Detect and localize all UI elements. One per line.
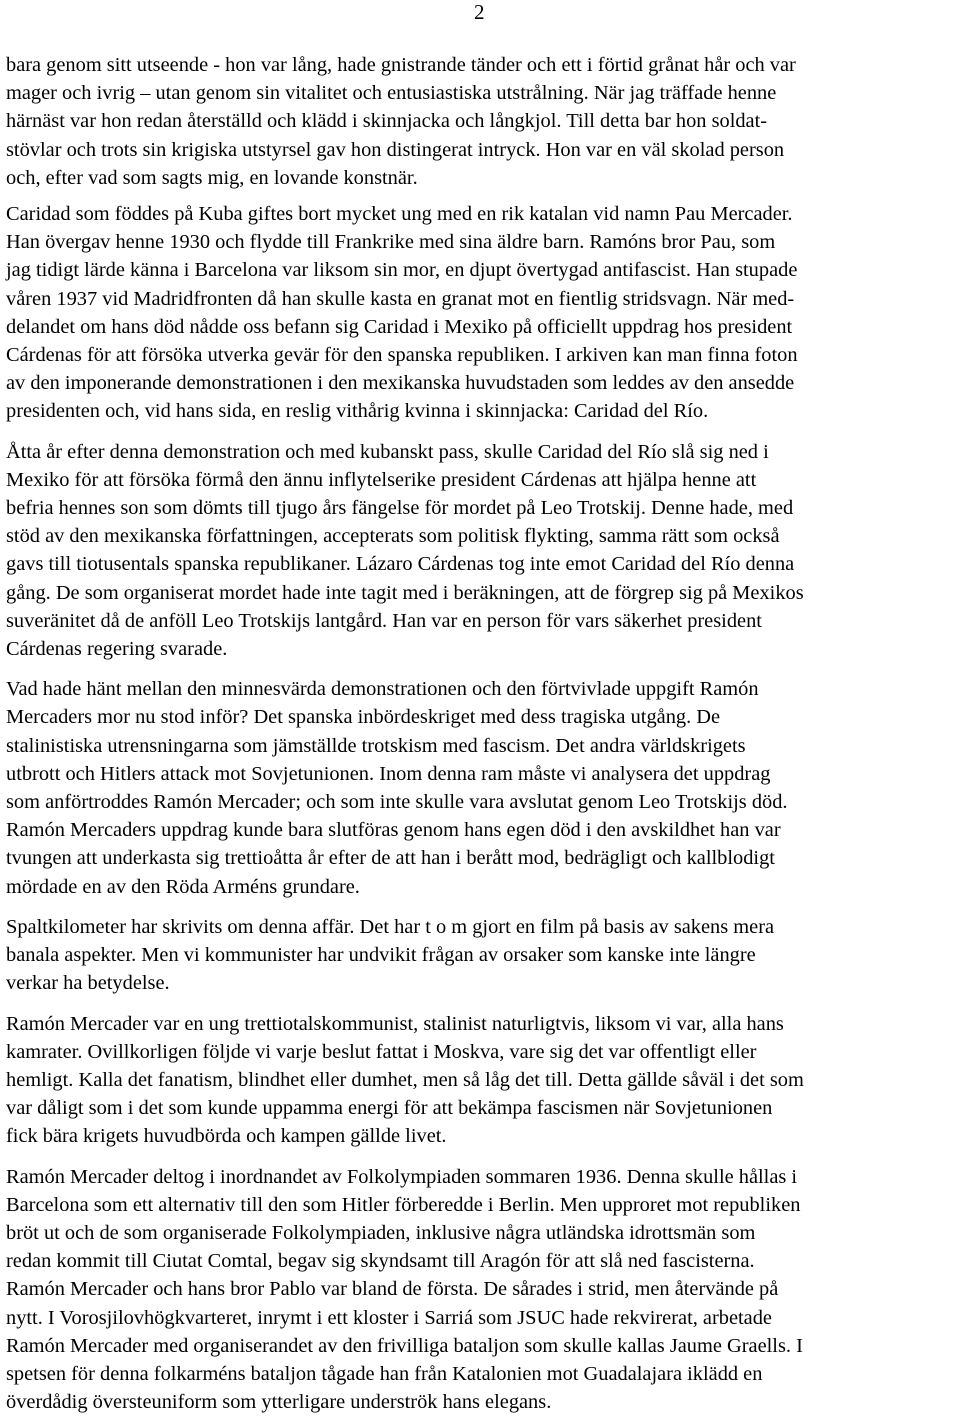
text-line: Ramón Mercaders uppdrag kunde bara slutföras genom hans egen död i den avskildhet han var [6, 819, 781, 842]
text-line: gång. De som organiserat mordet hade inte tagit med i beräkningen, att de förgrep sig på Mexikos [6, 581, 804, 604]
text-line: tvungen att underkasta sig trettioåtta år efter de att han i berått mod, bedrägligt och kallblodigt [6, 847, 775, 870]
page-number: 2 [474, 0, 485, 24]
text-line: jag tidigt lärde känna i Barcelona var liksom sin mor, en djupt övertygad antifascist. Han stupade [6, 259, 798, 282]
text-line: Ramón Mercader med organiserandet av den frivilliga bataljon som skulle kallas Jaume Graells. I [6, 1334, 803, 1357]
paragraph-1 [6, 51, 956, 192]
text-line: Ramón Mercader och hans bror Pablo var bland de första. De sårades i strid, men återvände på [6, 1278, 779, 1301]
text-line: hemligt. Kalla det fanatism, blindhet eller dumhet, men så låg det till. Detta gällde såväl i det som [6, 1068, 804, 1091]
text-line: Han övergav henne 1930 och flydde till Frankrike med sina äldre barn. Ramóns bror Pau, som [6, 231, 776, 254]
text-line: var dåligt som i det som kunde uppamma energi för att bekämpa fascismen när Sovjetunionen [6, 1097, 773, 1120]
text-line: och, efter vad som sagts mig, en lovande konstnär. [6, 166, 418, 189]
text-line: verkar ha betydelse. [6, 972, 170, 995]
text-line: våren 1937 vid Madridfronten då han skulle kasta en granat mot en fientlig stridsvagn. När med- [6, 287, 795, 310]
text-line: Vad hade hänt mellan den minnesvärda demonstrationen och den förtvivlade uppgift Ramón [6, 678, 759, 701]
text-line: Åtta år efter denna demonstration och med kubanskt pass, skulle Caridad del Río slå sig ned i [6, 440, 769, 463]
text-line: bröt ut och de som organiserade Folkolympiaden, inklusive några utländska idrottsmän som [6, 1221, 756, 1244]
text-line: överdådig översteuniform som ytterligare underströk hans elegans. [6, 1391, 552, 1414]
text-line: redan kommit till Ciutat Comtal, begav sig skyndsamt till Aragón för att slå ned fascisterna. [6, 1250, 755, 1273]
text-line: Cárdenas för att försöka utverka gevär för den spanska republiken. I arkiven kan man finna foton [6, 344, 798, 367]
paragraph-2 [6, 200, 956, 426]
text-line: utbrott och Hitlers attack mot Sovjetunionen. Inom denna ram måste vi analysera det uppdrag [6, 762, 771, 785]
text-line: som anförtroddes Ramón Mercader; och som inte skulle vara avslutat genom Leo Trotskijs död. [6, 791, 788, 814]
text-line: Caridad som föddes på Kuba giftes bort mycket ung med en rik katalan vid namn Pau Mercader. [6, 203, 793, 226]
text-line: Mercaders mor nu stod inför? Det spanska inbördeskriget med dess tragiska utgång. De [6, 706, 721, 729]
text-line: härnäst var hon redan återställd och klädd i skinnjacka och långkjol. Till detta bar hon soldat- [6, 110, 768, 133]
paragraph-3 [6, 438, 956, 664]
text-line: Ramón Mercader var en ung trettiotalskommunist, stalinist naturligtvis, liksom vi var, alla hans [6, 1012, 784, 1035]
text-line: gavs till tiotusentals spanska republikaner. Lázaro Cárdenas tog inte emot Caridad del Río denna [6, 553, 795, 576]
text-line: stövlar och trots sin krigiska utstyrsel gav hon distingerat intryck. Hon var en väl skolad person [6, 138, 785, 161]
text-line: spetsen för denna folkarméns bataljon tågade han från Katalonien mot Guadalajara iklädd en [6, 1362, 763, 1385]
text-line: suveränitet då de anföll Leo Trotskijs lantgård. Han var en person för vars säkerhet president [6, 609, 762, 632]
text-line: bara genom sitt utseende - hon var lång, hade gnistrande tänder och ett i förtid grånat hår och var [6, 54, 796, 76]
text-line: delandet om hans död nådde oss befann sig Caridad i Mexiko på officiellt uppdrag hos president [6, 315, 793, 338]
text-line: Ramón Mercader deltog i inordnandet av Folkolympiaden sommaren 1936. Denna skulle hållas i [6, 1165, 798, 1188]
text-line: Barcelona som ett alternativ till den som Hitler förberedde i Berlin. Men upproret mot republiken [6, 1193, 801, 1216]
text-line: stöd av den mexikanska författningen, accepterats som politisk flykting, samma rätt som också [6, 525, 780, 548]
text-line: nytt. I Vorosjilovhögkvarteret, inrymt i ett kloster i Sarriá som JSUC hade rekvirerat, arbetade [6, 1306, 772, 1329]
document-body [6, 51, 956, 1428]
paragraph-7 [6, 1163, 956, 1417]
text-line: befria hennes son som dömts till tjugo års fängelse för mordet på Leo Trotskij. Denne hade, med [6, 497, 794, 520]
text-line: Spaltkilometer har skrivits om denna affär. Det har t o m gjort en film på basis av sakens mera [6, 915, 775, 938]
text-line: Mexiko för att försöka förmå den ännu inflytelserike president Cárdenas att hjälpa henne att [6, 468, 757, 491]
text-line: Cárdenas regering svarade. [6, 638, 228, 661]
text-line: av den imponerande demonstrationen i den mexikanska huvudstaden som leddes av den ansedde [6, 372, 795, 395]
text-line: kamrater. Ovillkorligen följde vi varje beslut fattat i Moskva, vare sig det var offentligt eller [6, 1040, 757, 1063]
text-line: presidenten och, vid hans sida, en reslig vithårig kvinna i skinnjacka: Caridad del Río. [6, 400, 709, 423]
paragraph-6 [6, 1010, 956, 1151]
paragraph-5 [6, 913, 956, 998]
text-line: stalinistiska utrensningarna som jämställde trotskism med fascism. Det andra världskrigets [6, 734, 746, 757]
text-line: banala aspekter. Men vi kommunister har undvikit frågan av orsaker som kanske inte längre [6, 944, 756, 967]
paragraph-4 [6, 675, 956, 901]
text-line: mördade en av den Röda Arméns grundare. [6, 875, 360, 898]
text-line: fick bära krigets huvudbörda och kampen gällde livet. [6, 1125, 447, 1148]
text-line: mager och ivrig – utan genom sin vitalitet och entusiastiska utstrålning. När jag träffade henne [6, 82, 777, 105]
